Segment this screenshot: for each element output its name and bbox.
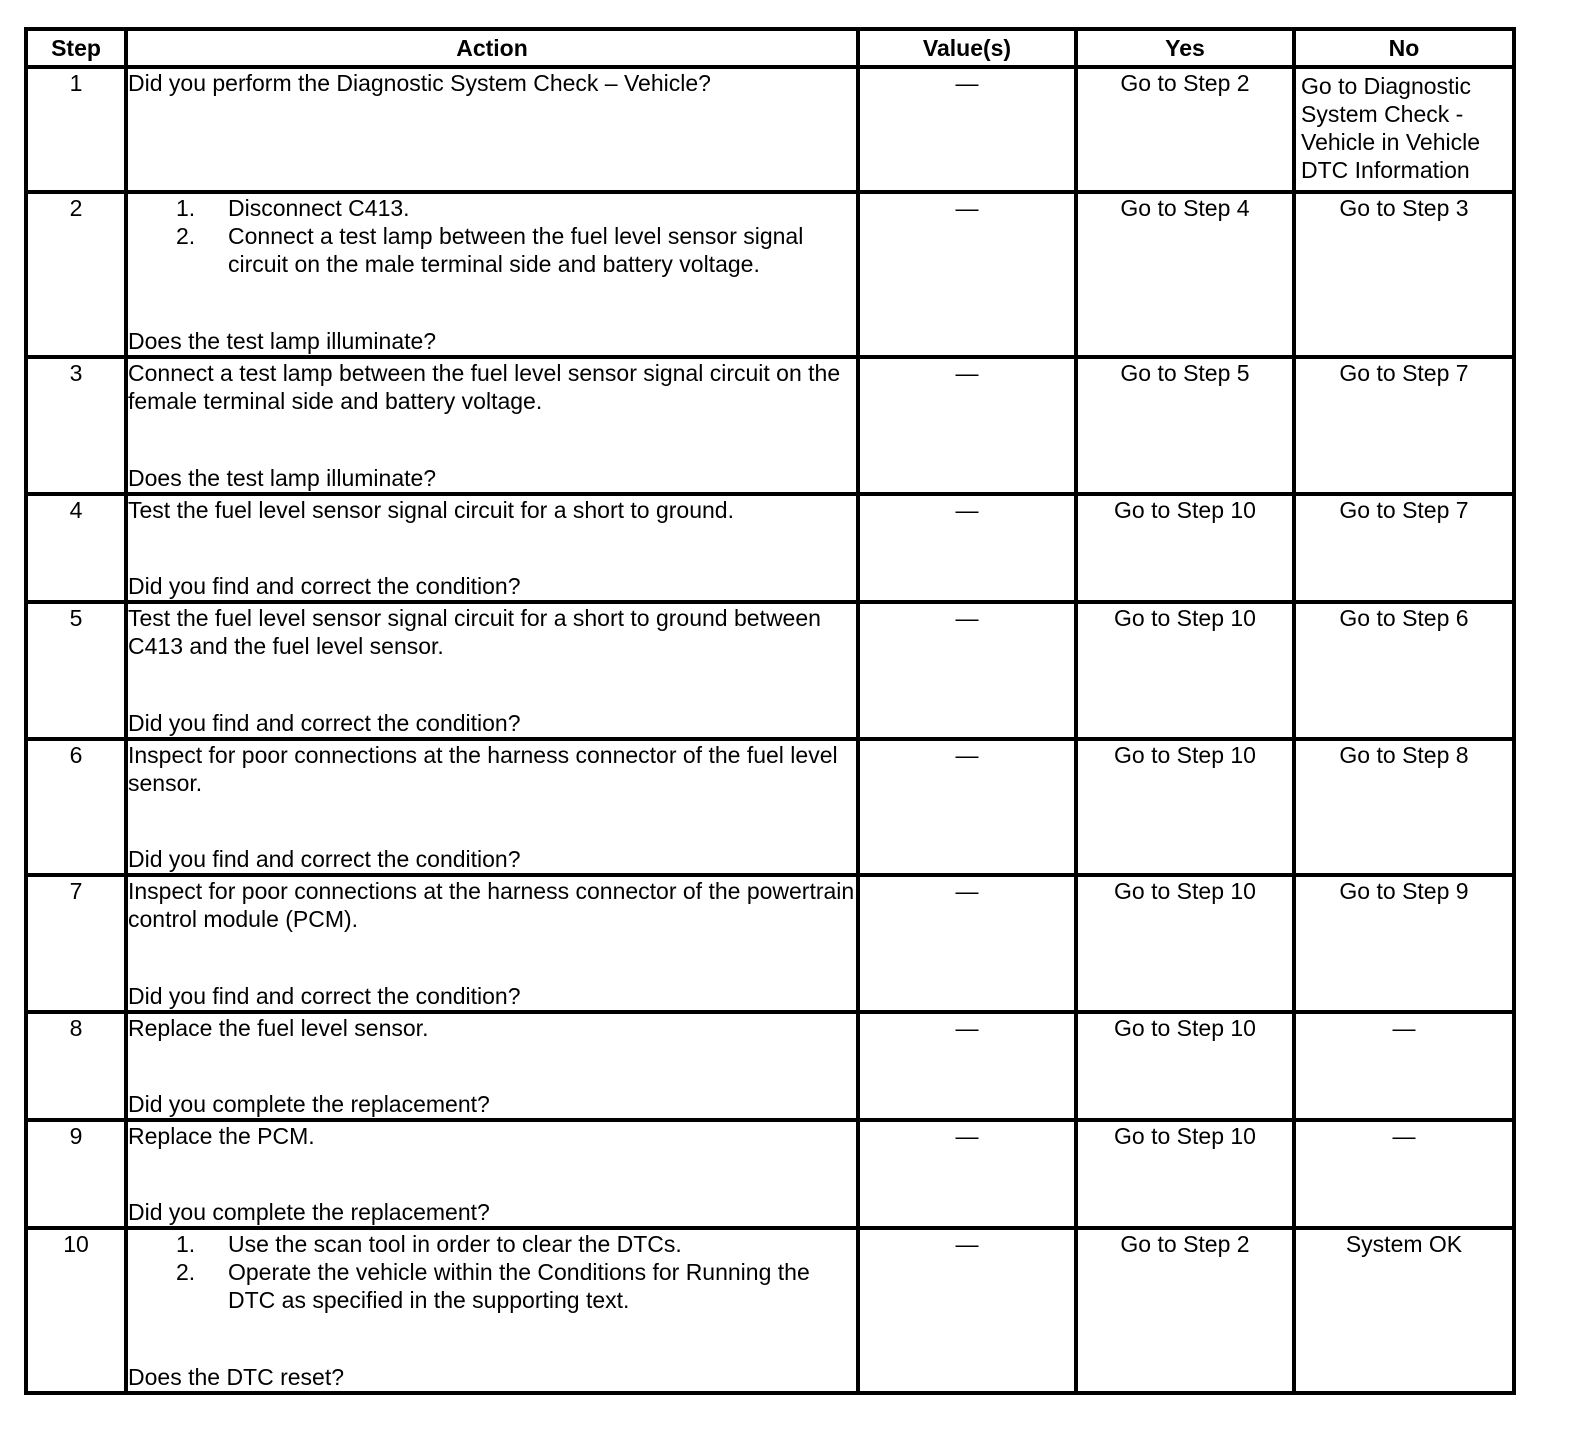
action-cell [126, 357, 858, 494]
action-cell [126, 875, 858, 1012]
header-values: Value(s) [858, 29, 1076, 67]
yes-cell: Go to Step 4 [1076, 192, 1294, 357]
action-question: Did you complete the replacement? [128, 1199, 490, 1225]
action-text: Did you perform the Diagnostic System Check – Vehicle? [128, 70, 711, 96]
table-row [26, 602, 1514, 739]
action-question: Did you find and correct the condition? [128, 573, 521, 599]
action-cell [126, 192, 858, 357]
action-question: Does the test lamp illuminate? [128, 328, 437, 354]
list-item: 1. Use the scan tool in order to clear the DTCs. [176, 1231, 682, 1257]
header-step: Step [26, 29, 126, 67]
header-row [26, 29, 1514, 67]
no-cell: Go to Diagnostic System Check - Vehicle in Vehicle DTC Information [1294, 67, 1514, 192]
step-number: 10 [26, 1228, 126, 1393]
action-question: Did you find and correct the condition? [128, 983, 521, 1009]
no-cell: Go to Step 7 [1294, 494, 1514, 602]
yes-cell: Go to Step 5 [1076, 357, 1294, 494]
action-text: Test the fuel level sensor signal circuit for a short to ground between C413 and the fuel level sensor. [128, 605, 821, 659]
table-row [26, 1012, 1514, 1120]
yes-cell: Go to Step 10 [1076, 494, 1294, 602]
value-cell: — [858, 494, 1076, 602]
action-question: Does the test lamp illuminate? [128, 465, 437, 491]
no-cell: — [1294, 1012, 1514, 1120]
action-cell [126, 739, 858, 875]
no-cell: Go to Step 3 [1294, 192, 1514, 357]
yes-cell: Go to Step 2 [1076, 1228, 1294, 1393]
table-row [26, 67, 1514, 192]
step-number: 1 [26, 67, 126, 192]
step-number: 2 [26, 192, 126, 357]
action-cell [126, 494, 858, 602]
action-list [128, 1230, 856, 1314]
action-cell [126, 602, 858, 739]
step-number: 3 [26, 357, 126, 494]
header-no: No [1294, 29, 1514, 67]
step-number: 7 [26, 875, 126, 1012]
table-row [26, 739, 1514, 875]
table-row [26, 192, 1514, 357]
yes-cell: Go to Step 10 [1076, 602, 1294, 739]
action-text: Connect a test lamp between the fuel level sensor signal circuit on the female terminal side and battery voltage. [128, 360, 841, 414]
value-cell: — [858, 67, 1076, 192]
no-cell: Go to Step 8 [1294, 739, 1514, 875]
table-row [26, 494, 1514, 602]
action-cell [126, 1228, 858, 1393]
step-number: 5 [26, 602, 126, 739]
no-cell: — [1294, 1120, 1514, 1228]
step-number: 4 [26, 494, 126, 602]
step-number: 8 [26, 1012, 126, 1120]
action-cell [126, 1120, 858, 1228]
step-number: 6 [26, 739, 126, 875]
no-cell: Go to Step 7 [1294, 357, 1514, 494]
yes-cell: Go to Step 10 [1076, 875, 1294, 1012]
action-question: Did you find and correct the condition? [128, 846, 521, 872]
no-cell: System OK [1294, 1228, 1514, 1393]
action-text: Replace the PCM. [128, 1123, 315, 1149]
table-row [26, 1228, 1514, 1393]
action-text: Replace the fuel level sensor. [128, 1015, 429, 1041]
step-number: 9 [26, 1120, 126, 1228]
value-cell: — [858, 1120, 1076, 1228]
header-action: Action [126, 29, 858, 67]
yes-cell: Go to Step 10 [1076, 739, 1294, 875]
value-cell: — [858, 1012, 1076, 1120]
list-item: 2. Connect a test lamp between the fuel level sensor signal circuit on the male terminal side and battery voltage. [176, 223, 804, 277]
action-cell [126, 67, 858, 192]
action-cell [126, 1012, 858, 1120]
value-cell: — [858, 1228, 1076, 1393]
list-item: 2. Operate the vehicle within the Conditions for Running the DTC as specified in the supporting text. [176, 1259, 810, 1313]
table-row [26, 875, 1514, 1012]
value-cell: — [858, 192, 1076, 357]
yes-cell: Go to Step 10 [1076, 1120, 1294, 1228]
action-question: Did you complete the replacement? [128, 1091, 490, 1117]
action-list [128, 194, 856, 278]
action-question: Did you find and correct the condition? [128, 710, 521, 736]
value-cell: — [858, 357, 1076, 494]
action-text: Inspect for poor connections at the harness connector of the fuel level sensor. [128, 742, 838, 796]
diagnostic-table [24, 27, 1516, 1395]
table-row [26, 1120, 1514, 1228]
header-yes: Yes [1076, 29, 1294, 67]
list-item: 1. Disconnect C413. [176, 195, 410, 221]
table-row [26, 357, 1514, 494]
action-question: Does the DTC reset? [128, 1364, 345, 1390]
no-cell: Go to Step 6 [1294, 602, 1514, 739]
yes-cell: Go to Step 10 [1076, 1012, 1294, 1120]
no-cell: Go to Step 9 [1294, 875, 1514, 1012]
yes-cell: Go to Step 2 [1076, 67, 1294, 192]
value-cell: — [858, 602, 1076, 739]
action-text: Inspect for poor connections at the harness connector of the powertrain control module (PCM). [128, 878, 855, 932]
action-text: Test the fuel level sensor signal circuit for a short to ground. [128, 497, 734, 523]
value-cell: — [858, 875, 1076, 1012]
value-cell: — [858, 739, 1076, 875]
